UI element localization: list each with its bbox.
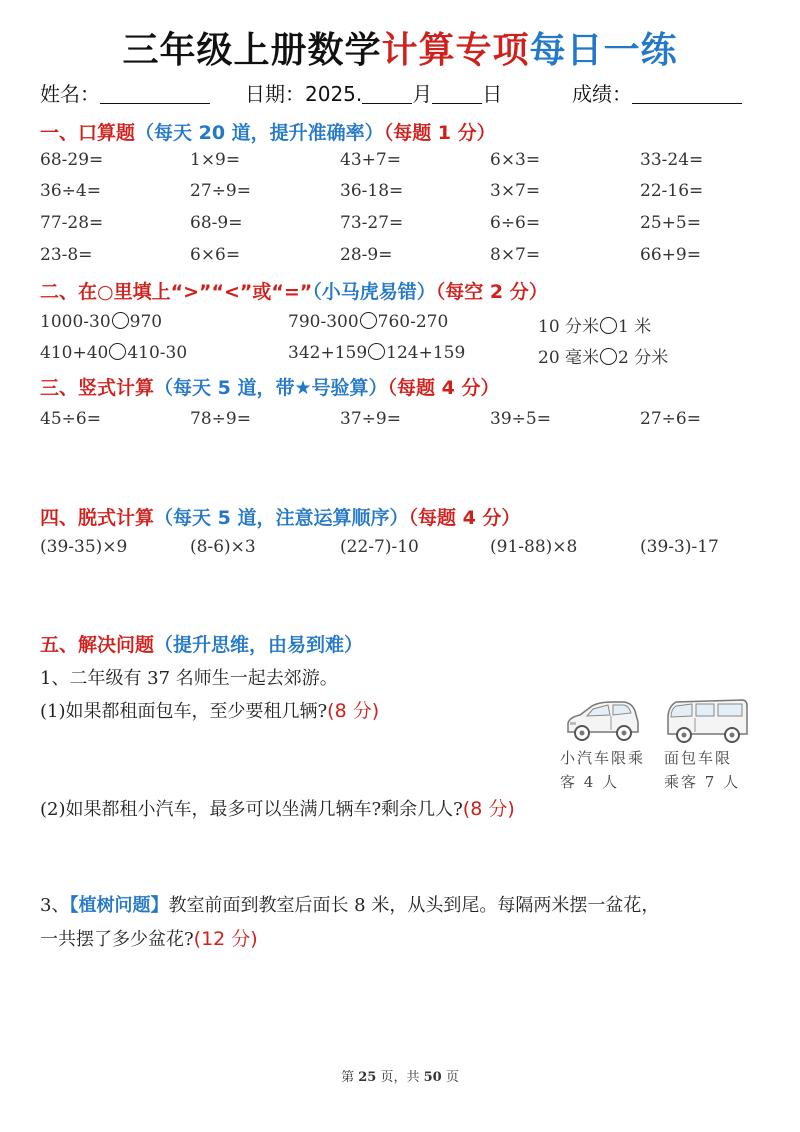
comparison-item bbox=[538, 312, 651, 337]
van-caption-line1: 面包车限 bbox=[664, 749, 733, 767]
vertical-calc-item: 39÷5= bbox=[490, 409, 551, 429]
step-calc-item: (22-7)-10 bbox=[340, 537, 419, 557]
problem3-line1 bbox=[40, 891, 659, 917]
car-caption-line1: 小汽车限乘 bbox=[560, 749, 646, 767]
comparison-item bbox=[288, 312, 448, 332]
problem3-text-line1: 教室前面到教室后面长 8 米，从头到尾。每隔两米摆一盆花， bbox=[168, 895, 660, 916]
problem1-question1 bbox=[40, 696, 379, 723]
comparison-circle-blank[interactable] bbox=[600, 317, 617, 334]
section3-heading bbox=[40, 373, 499, 400]
mental-math-item: 6÷6= bbox=[490, 213, 541, 233]
car-caption bbox=[560, 746, 645, 794]
section4-note: （每天 5 道，注意运算顺序） bbox=[154, 507, 409, 529]
name-label: 姓名： bbox=[40, 82, 100, 106]
step-calc-item: (39-35)×9 bbox=[40, 537, 128, 557]
section1-heading bbox=[40, 118, 496, 145]
section3-score: （每题 4 分） bbox=[387, 377, 500, 399]
car-illustration-icon bbox=[562, 698, 642, 744]
vertical-calc-item: 45÷6= bbox=[40, 409, 101, 429]
mental-math-item: 36÷4= bbox=[40, 181, 101, 201]
problem1-question2 bbox=[40, 794, 515, 821]
mental-math-item: 6×3= bbox=[490, 150, 541, 170]
comparison-right: 970 bbox=[129, 312, 163, 332]
comparison-item bbox=[288, 343, 465, 363]
comparison-circle-blank[interactable] bbox=[360, 312, 377, 329]
section4-score: （每题 4 分） bbox=[408, 507, 521, 529]
mental-math-item: 22-16= bbox=[640, 181, 704, 201]
comparison-right: 410-30 bbox=[127, 343, 188, 363]
page-footer bbox=[0, 1066, 800, 1085]
page-title bbox=[0, 22, 800, 73]
mental-math-item: 68-9= bbox=[190, 213, 243, 233]
comparison-right: 2 分米 bbox=[618, 348, 669, 368]
section5-title: 五、解决问题 bbox=[40, 634, 155, 656]
problem1-question2-text: (2)如果都租小汽车，最多可以坐满几辆车?剩余几人? bbox=[40, 799, 463, 820]
section3-title: 三、竖式计算 bbox=[40, 377, 155, 399]
mental-math-item: 27÷9= bbox=[190, 181, 251, 201]
problem3-number: 3、 bbox=[40, 895, 70, 916]
mental-math-item: 25+5= bbox=[640, 213, 701, 233]
van-caption-line2: 乘客 7 人 bbox=[664, 773, 741, 791]
vertical-calc-item: 78÷9= bbox=[190, 409, 251, 429]
mental-math-item: 68-29= bbox=[40, 150, 104, 170]
step-calc-item: (91-88)×8 bbox=[490, 537, 578, 557]
mental-math-item: 43+7= bbox=[340, 150, 401, 170]
day-label: 日 bbox=[482, 82, 503, 106]
comparison-circle-blank[interactable] bbox=[112, 312, 129, 329]
comparison-item bbox=[40, 312, 162, 332]
footer-post: 页 bbox=[441, 1070, 459, 1085]
step-calc-item: (39-3)-17 bbox=[640, 537, 719, 557]
step-calc-item: (8-6)×3 bbox=[190, 537, 256, 557]
section1-score: （每题 1 分） bbox=[383, 122, 496, 144]
score-label: 成绩： bbox=[572, 82, 632, 106]
section2-heading bbox=[40, 277, 548, 304]
section2-note: （小马虎易错） bbox=[312, 281, 436, 303]
title-part-grade: 三年级上册数学 bbox=[122, 30, 382, 71]
vertical-calc-item: 37÷9= bbox=[340, 409, 401, 429]
comparison-left: 20 毫米 bbox=[538, 348, 600, 368]
problem3-line2 bbox=[40, 924, 258, 951]
section1-note: （每天 20 道，提升准确率） bbox=[135, 122, 384, 144]
problem3-text-line2: 一共摆了多少盆花? bbox=[40, 929, 194, 950]
title-part-daily: 每日一练 bbox=[529, 30, 678, 71]
problem1-stem: 1、二年级有 37 名师生一起去郊游。 bbox=[40, 668, 338, 689]
comparison-item bbox=[40, 343, 187, 363]
comparison-right: 124+159 bbox=[386, 343, 466, 363]
comparison-left: 790-300 bbox=[288, 312, 359, 332]
mental-math-item: 1×9= bbox=[190, 150, 241, 170]
mental-math-item: 36-18= bbox=[340, 181, 404, 201]
day-blank[interactable] bbox=[432, 83, 482, 104]
comparison-right: 760-270 bbox=[377, 312, 449, 332]
section4-title: 四、脱式计算 bbox=[40, 507, 155, 529]
van-illustration-icon bbox=[662, 694, 752, 744]
comparison-left: 410+40 bbox=[40, 343, 109, 363]
problem3-tag: 【植树问题】 bbox=[69, 895, 169, 916]
comparison-left: 1000-30 bbox=[40, 312, 111, 332]
name-blank[interactable] bbox=[100, 83, 210, 104]
mental-math-item: 66+9= bbox=[640, 245, 701, 265]
mental-math-item: 6×6= bbox=[190, 245, 241, 265]
comparison-left: 10 分米 bbox=[538, 317, 600, 337]
comparison-circle-blank[interactable] bbox=[109, 343, 126, 360]
footer-total-pages: 50 bbox=[423, 1070, 442, 1085]
vertical-calc-item: 27÷6= bbox=[640, 409, 701, 429]
title-part-calc: 计算专项 bbox=[381, 30, 530, 71]
mental-math-item: 23-8= bbox=[40, 245, 93, 265]
problem1-question2-score: (8 分) bbox=[462, 798, 515, 820]
van-caption bbox=[664, 746, 740, 794]
section5-heading bbox=[40, 630, 363, 657]
name-field bbox=[40, 78, 210, 107]
mental-math-item: 73-27= bbox=[340, 213, 404, 233]
comparison-item bbox=[538, 343, 668, 368]
comparison-left: 342+159 bbox=[288, 343, 368, 363]
mental-math-item: 8×7= bbox=[490, 245, 541, 265]
problem1-question1-text: (1)如果都租面包车，至少要租几辆? bbox=[40, 701, 328, 722]
score-field bbox=[572, 78, 742, 107]
mental-math-item: 77-28= bbox=[40, 213, 104, 233]
section4-heading bbox=[40, 503, 520, 530]
comparison-right: 1 米 bbox=[618, 317, 652, 337]
date-field bbox=[245, 78, 502, 107]
mental-math-item: 3×7= bbox=[490, 181, 541, 201]
mental-math-item: 28-9= bbox=[340, 245, 393, 265]
score-blank[interactable] bbox=[632, 83, 742, 104]
student-info-row bbox=[40, 78, 770, 112]
month-blank[interactable] bbox=[362, 83, 412, 104]
section2-title: 二、在○里填上“>”“<”或“=” bbox=[40, 281, 313, 303]
footer-pre: 第 bbox=[341, 1070, 359, 1085]
comparison-circle-blank[interactable] bbox=[368, 343, 385, 360]
date-label: 日期：2025. bbox=[245, 82, 363, 106]
month-label: 月 bbox=[412, 82, 433, 106]
section2-score: （每空 2 分） bbox=[435, 281, 548, 303]
footer-page-number: 25 bbox=[358, 1070, 377, 1085]
section3-note: （每天 5 道，带★号验算） bbox=[154, 377, 388, 399]
footer-mid: 页，共 bbox=[376, 1070, 424, 1085]
car-caption-line2: 客 4 人 bbox=[560, 773, 620, 791]
mental-math-item: 33-24= bbox=[640, 150, 704, 170]
comparison-circle-blank[interactable] bbox=[600, 348, 617, 365]
problem1-question1-score: (8 分) bbox=[327, 700, 380, 722]
section1-title: 一、口算题 bbox=[40, 122, 136, 144]
section5-note: （提升思维，由易到难） bbox=[154, 634, 364, 656]
problem3-score: (12 分) bbox=[193, 928, 258, 950]
